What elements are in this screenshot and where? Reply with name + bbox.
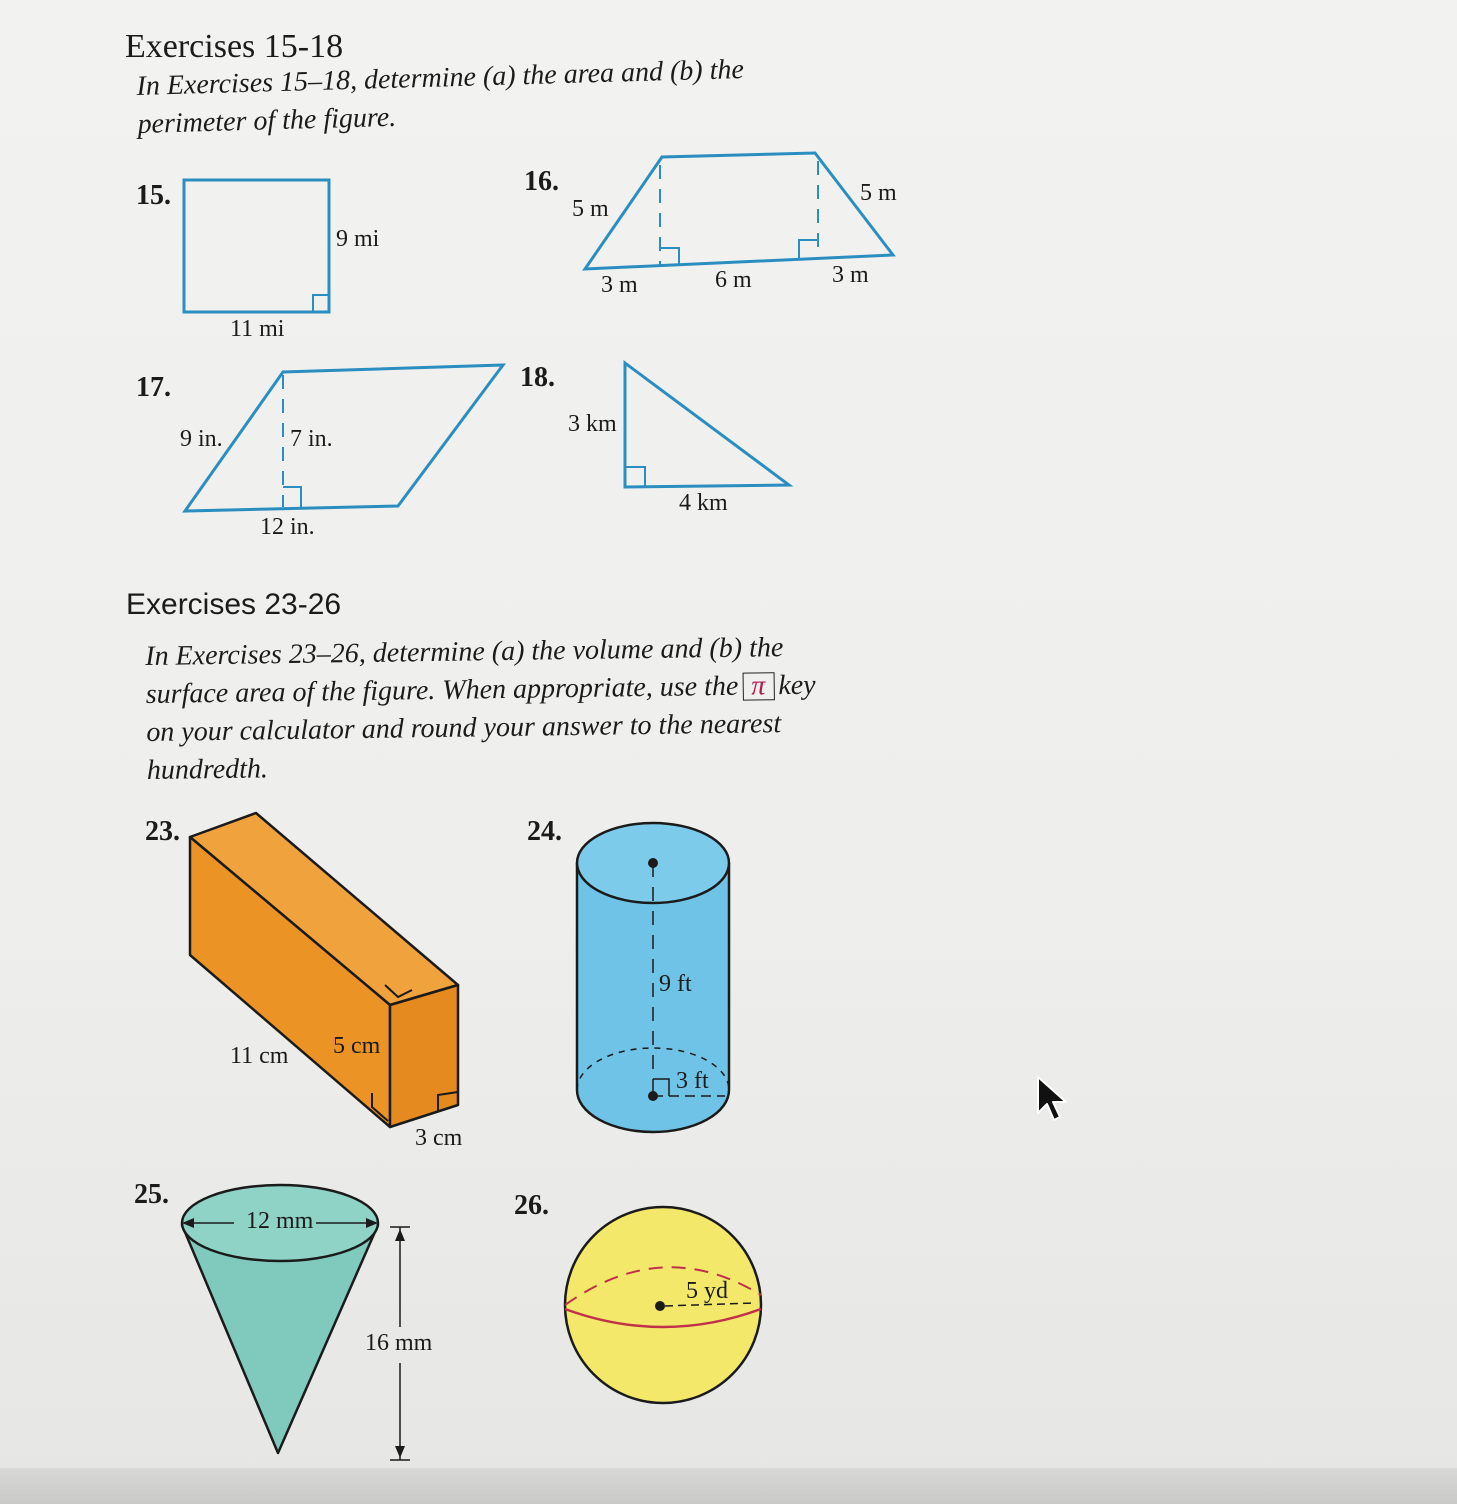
ex17-base-label: 12 in.: [260, 514, 315, 540]
ex15-rectangle: [184, 180, 329, 312]
ex17-parallelogram: [185, 365, 503, 511]
ex17-parallelogram-figure: [175, 355, 515, 520]
ex18-triangle-figure: [615, 355, 800, 495]
pi-key-icon: π: [742, 672, 774, 700]
ex26-sphere-figure: [555, 1195, 770, 1415]
ex16-trapezoid: [585, 153, 893, 269]
ex26-number: 26.: [514, 1190, 549, 1221]
ex18-number: 18.: [520, 362, 555, 393]
ex23-end-face: [390, 985, 458, 1127]
ex17-height-label: 7 in.: [290, 426, 333, 452]
ex15-bottom-label: 11 mi: [230, 316, 285, 342]
ex24-number: 24.: [527, 816, 562, 847]
ex23-height-label: 5 cm: [333, 1033, 381, 1059]
ex17-right-angle-mark: [283, 487, 301, 507]
ex15-number: 15.: [136, 180, 171, 211]
ex23-number: 23.: [145, 816, 180, 847]
ex16-base-mid-label: 6 m: [715, 267, 752, 293]
ex17-number: 17.: [136, 372, 171, 403]
ex15-right-angle-mark: [313, 295, 329, 312]
ex15-side-label: 9 mi: [336, 226, 380, 252]
screen-bottom-edge: [0, 1468, 1457, 1504]
section2-instruction-line1: In Exercises 23–26, determine (a) the volume and (b) the: [145, 632, 784, 672]
section2-heading: Exercises 23-26: [126, 588, 342, 621]
ex15-rectangle-figure: [170, 170, 410, 350]
ex17-slant-label: 9 in.: [180, 426, 223, 452]
ex23-width-label: 3 cm: [415, 1125, 463, 1151]
section2-instruction-line2-a: surface area of the figure. When appropriate, use the: [145, 670, 739, 710]
ex16-right-slant-label: 5 m: [860, 180, 897, 206]
section2-instruction-line2-b: key: [778, 669, 816, 702]
ex24-top-center-dot: [648, 858, 658, 868]
ex18-triangle: [625, 363, 789, 487]
section2-instruction-line3: on your calculator and round your answer to the nearest: [146, 708, 782, 748]
section1-instruction-line2: perimeter of the figure.: [137, 101, 397, 140]
mouse-pointer-icon: [1034, 1075, 1074, 1127]
ex26-center-dot: [655, 1301, 665, 1311]
ex16-base-right-label: 3 m: [832, 262, 869, 288]
ex16-number: 16.: [524, 166, 559, 197]
ex25-number: 25.: [134, 1179, 169, 1210]
ex25-diameter-label: 12 mm: [246, 1208, 314, 1234]
ex18-right-angle-mark: [625, 467, 645, 487]
ex16-left-slant-label: 5 m: [572, 196, 609, 222]
ex16-trapezoid-figure: [575, 145, 905, 280]
section1-heading: Exercises 15-18: [125, 28, 344, 65]
ex18-base-label: 4 km: [679, 490, 728, 516]
section2-instruction-line4: hundredth.: [146, 753, 269, 786]
section2-instructions: [145, 629, 817, 790]
ex24-height-label: 9 ft: [659, 971, 692, 997]
ex24-radius-label: 3 ft: [676, 1068, 709, 1094]
ex18-height-label: 3 km: [568, 411, 617, 437]
ex16-right-angle-right: [799, 240, 818, 258]
section1-instruction-line1: In Exercises 15–18, determine (a) the area and (b) the: [136, 54, 745, 102]
ex25-arrow-up-icon: [395, 1229, 405, 1241]
ex23-box-figure: [180, 805, 475, 1130]
ex24-cylinder-figure: [565, 815, 745, 1145]
ex16-right-angle-left: [660, 248, 679, 266]
ex25-arrow-down-icon: [395, 1446, 405, 1458]
ex26-radius-label: 5 yd: [686, 1278, 728, 1304]
ex23-length-label: 11 cm: [230, 1043, 289, 1069]
ex16-base-left-label: 3 m: [601, 272, 638, 298]
ex25-height-label: 16 mm: [365, 1330, 433, 1356]
section1-instructions: [136, 51, 745, 144]
